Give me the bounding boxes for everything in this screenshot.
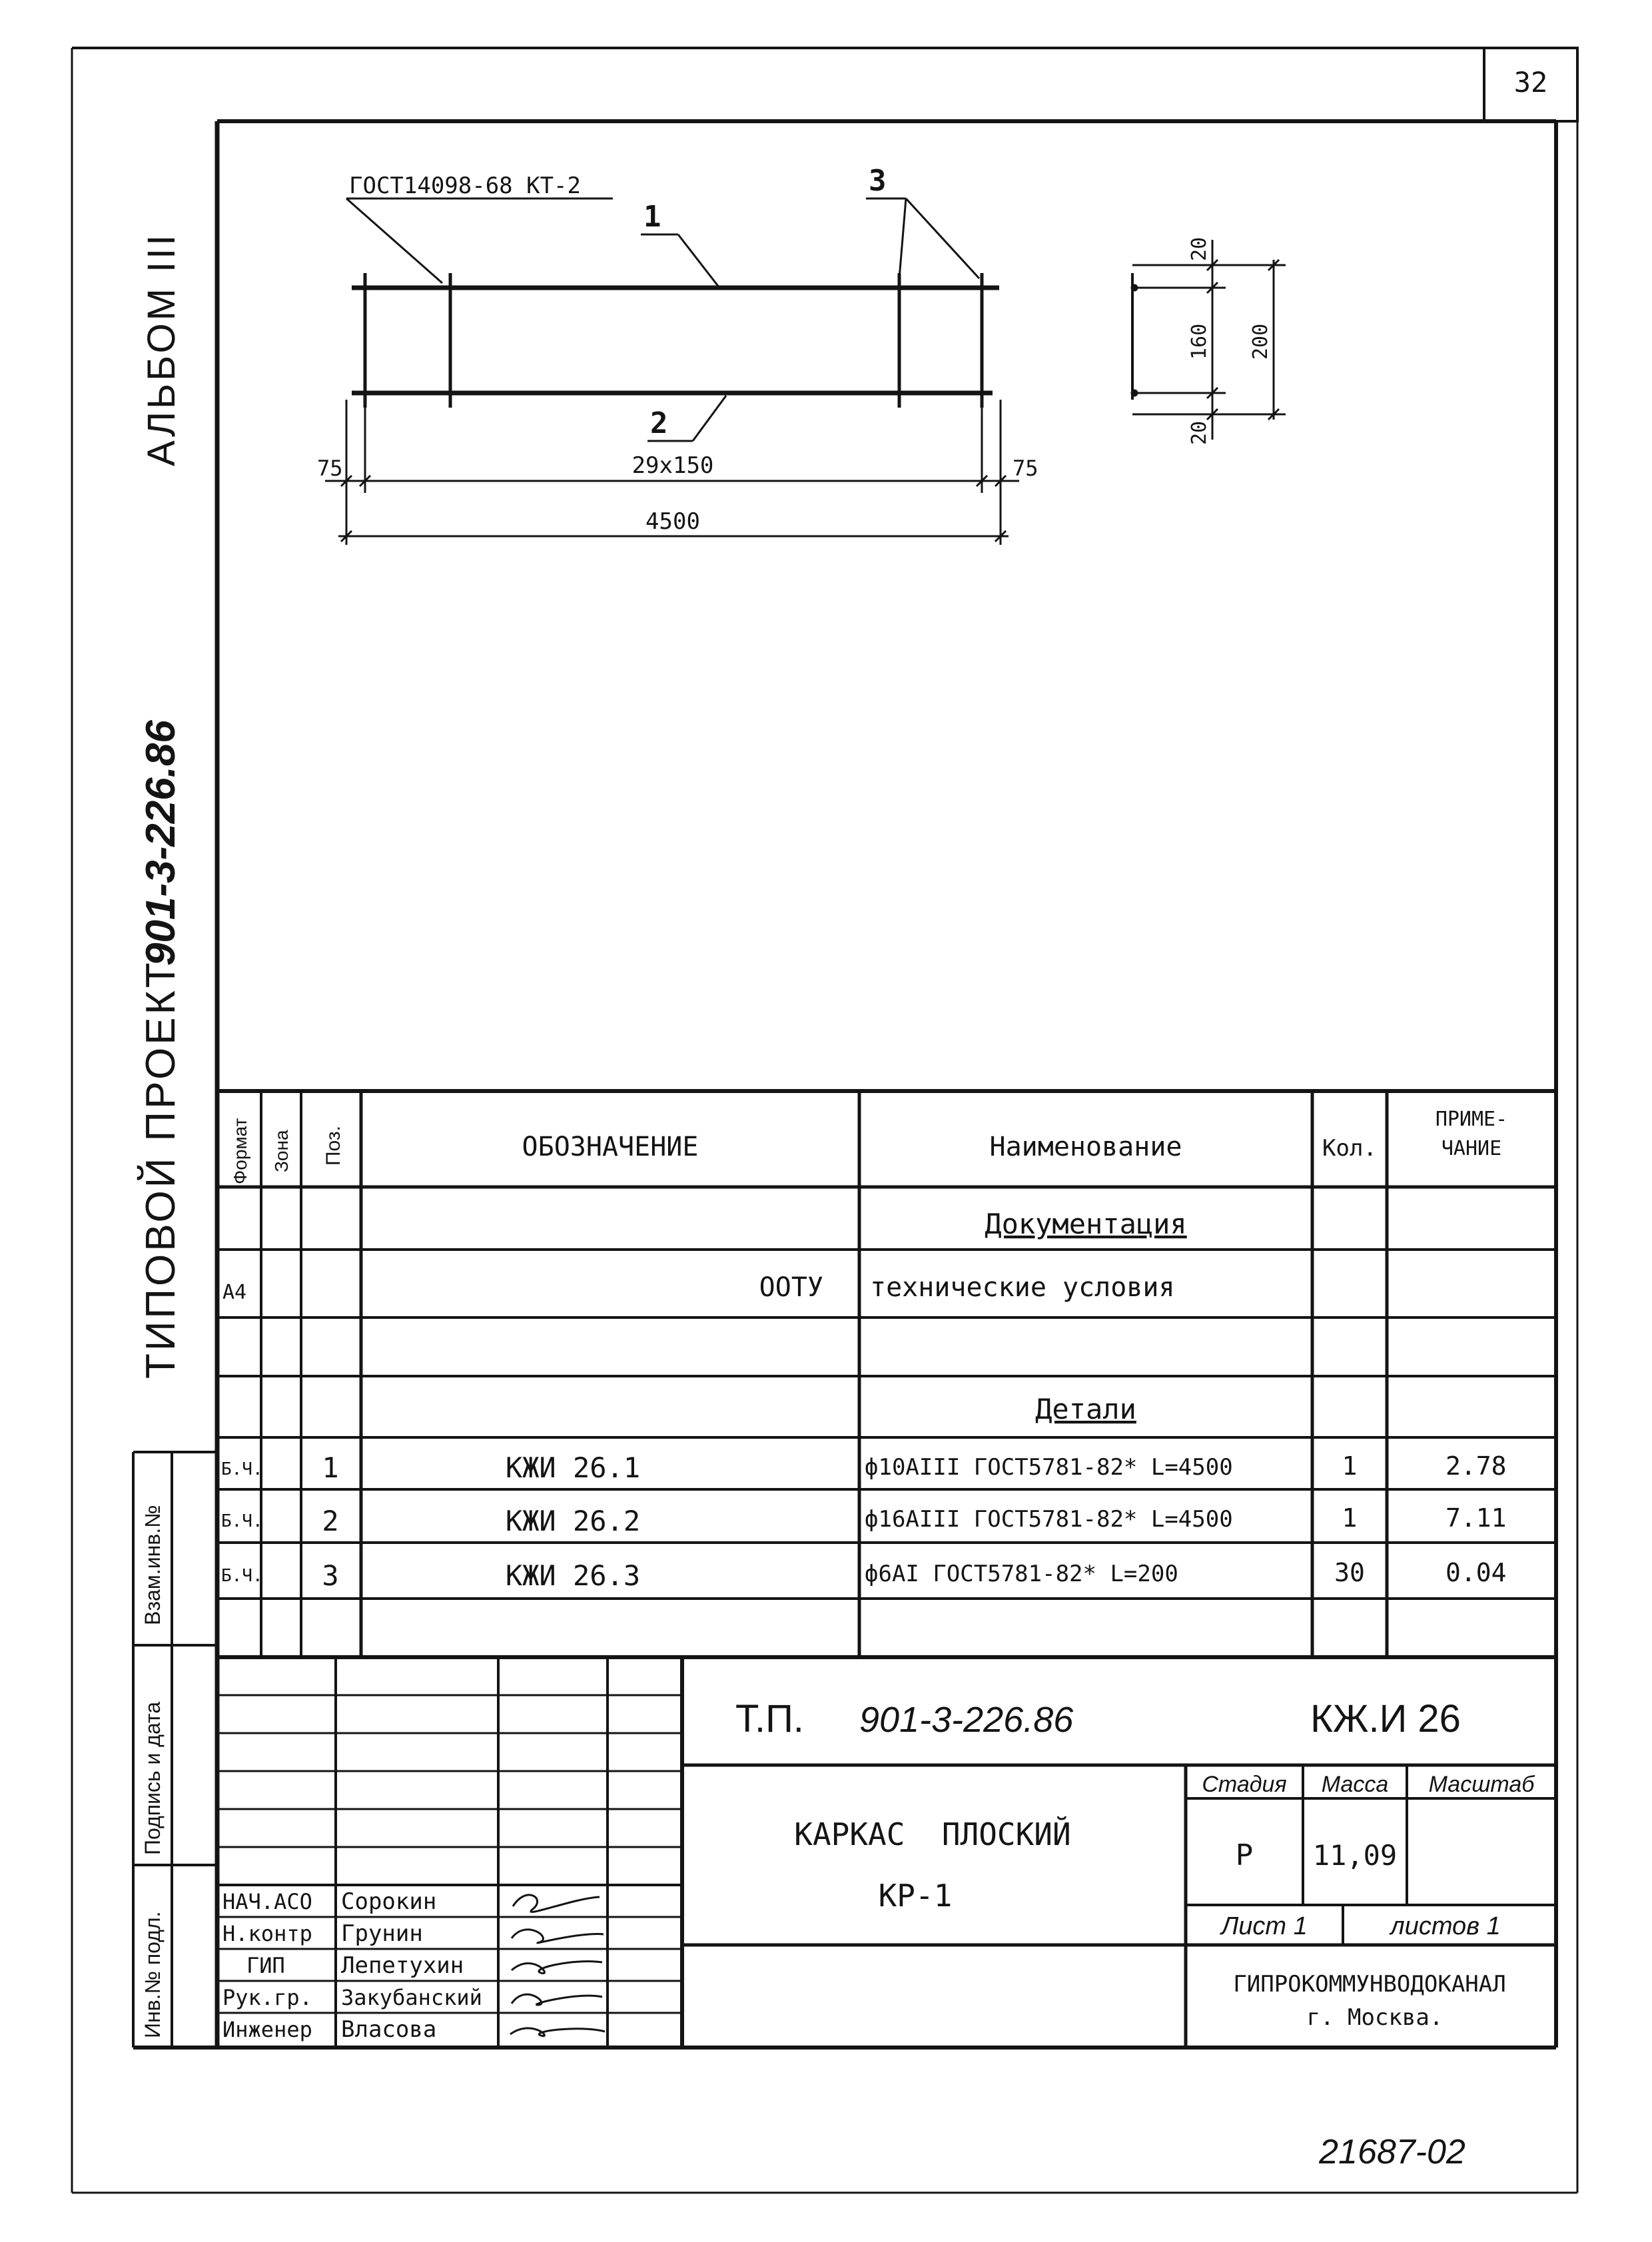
staff-role: ГИП [246, 1953, 285, 1978]
row-format: Б.Ч. [221, 1511, 263, 1531]
side-text-group [137, 232, 184, 1379]
header-note-1: ПРИМЕ- [1435, 1108, 1508, 1131]
mass-label: Масса [1321, 1772, 1389, 1797]
inv-label: Инв.№ подл. [141, 1911, 165, 2038]
callout-3: 3 [869, 164, 887, 198]
dim-200: 200 [1249, 323, 1272, 360]
staff-name: Сорокин [341, 1888, 437, 1915]
title-block [217, 1657, 1556, 2048]
frame-drawing [325, 198, 1019, 545]
org-line2: г. Москва. [1306, 2004, 1444, 2031]
row-qty: 1 [1342, 1451, 1358, 1481]
dim-75-right: 75 [1013, 456, 1038, 481]
row-designation: КЖИ 26.1 [505, 1451, 641, 1484]
sheet-label: Лист 1 [1221, 1912, 1308, 1940]
staff-role: НАЧ.АСО [222, 1889, 312, 1914]
dim-20-bottom: 20 [1188, 420, 1211, 445]
header-qty: Кол. [1322, 1135, 1377, 1162]
sheet-number-box [1484, 48, 1577, 121]
row-note: 0.04 [1446, 1558, 1507, 1587]
dim-75-left: 75 [317, 456, 343, 481]
drawing-title-line2: КР-1 [878, 1878, 953, 1914]
header-note-2: ЧАНИЕ [1441, 1137, 1502, 1160]
org-line1: ГИПРОКОММУНВОДОКАНАЛ [1233, 1971, 1506, 1998]
header-zone: Зона [271, 1130, 292, 1172]
callout-2: 2 [650, 406, 668, 440]
album-label: АЛЬБОМ III [140, 232, 183, 466]
section-documentation: Документация [985, 1208, 1187, 1240]
frame-drawing-labels [317, 164, 1038, 535]
dim-29x150: 29х150 [631, 452, 714, 479]
row-qty: 30 [1334, 1558, 1365, 1587]
staff-name: Лепетухин [341, 1952, 464, 1979]
row-note: 2.78 [1446, 1451, 1507, 1481]
drawing-code: КЖ.И 26 [1310, 1697, 1461, 1740]
staff-name: Грунин [341, 1920, 423, 1947]
dim-160: 160 [1188, 323, 1211, 360]
spec-table [217, 1091, 1556, 1657]
drawing-title-line1: КАРКАС ПЛОСКИЙ [794, 1816, 1071, 1852]
header-designation: ОБОЗНАЧЕНИЕ [522, 1132, 699, 1162]
row-pos: 3 [322, 1559, 339, 1592]
stage-label: Стадия [1202, 1772, 1287, 1797]
sheets-label: листов 1 [1390, 1912, 1501, 1940]
stage-value: Р [1235, 1838, 1254, 1872]
row-name: ф10АIII ГОСТ5781-82* L=4500 [865, 1454, 1233, 1481]
inventory-number: 21687-02 [1319, 2133, 1465, 2171]
doc-row-designation: ООТУ [759, 1272, 823, 1303]
row-format: Б.Ч. [221, 1459, 263, 1479]
scale-label: Масштаб [1428, 1772, 1535, 1797]
staff-role: Н.контр [222, 1921, 312, 1946]
podpis-label: Подпись и дата [141, 1701, 165, 1855]
staff-role: Рук.гр. [222, 1985, 312, 2010]
header-pos: Поз. [322, 1126, 344, 1166]
gost-label: ГОСТ14098-68 КТ-2 [349, 173, 581, 199]
row-designation: КЖИ 26.2 [505, 1505, 641, 1537]
mass-value: 11,09 [1312, 1839, 1398, 1872]
vzam-label: Взам.инв.№ [141, 1505, 165, 1625]
section-parts: Детали [1035, 1393, 1136, 1425]
row-format: Б.Ч. [221, 1566, 263, 1586]
row-pos: 1 [322, 1451, 339, 1484]
row-name: ф16АIII ГОСТ5781-82* L=4500 [865, 1506, 1233, 1533]
tp-label: Т.П. [735, 1697, 804, 1740]
project-label: ТИПОВОЙ ПРОЕКТ [138, 960, 184, 1379]
staff-name: Власова [341, 2016, 437, 2043]
row-qty: 1 [1342, 1503, 1358, 1533]
staff-name: Закубанский [341, 1985, 482, 2010]
header-name: Наименование [989, 1132, 1182, 1162]
dim-20-top: 20 [1188, 236, 1211, 261]
left-stamp [133, 1452, 217, 2048]
project-number-vertical: 901-3-226.86 [138, 720, 184, 966]
doc-row-name: технические условия [870, 1272, 1175, 1303]
row-designation: КЖИ 26.3 [505, 1559, 641, 1592]
row-pos: 2 [322, 1505, 339, 1537]
staff-role: Инженер [222, 2017, 312, 2042]
tp-project-number: 901-3-226.86 [859, 1700, 1074, 1740]
row-name: ф6АI ГОСТ5781-82* L=200 [865, 1561, 1178, 1587]
header-format: Формат [230, 1118, 250, 1184]
row-note: 7.11 [1446, 1503, 1507, 1533]
callout-1: 1 [643, 200, 661, 234]
doc-row-format: А4 [222, 1281, 247, 1304]
sheet-number: 32 [1513, 66, 1548, 99]
dim-4500: 4500 [645, 508, 700, 535]
